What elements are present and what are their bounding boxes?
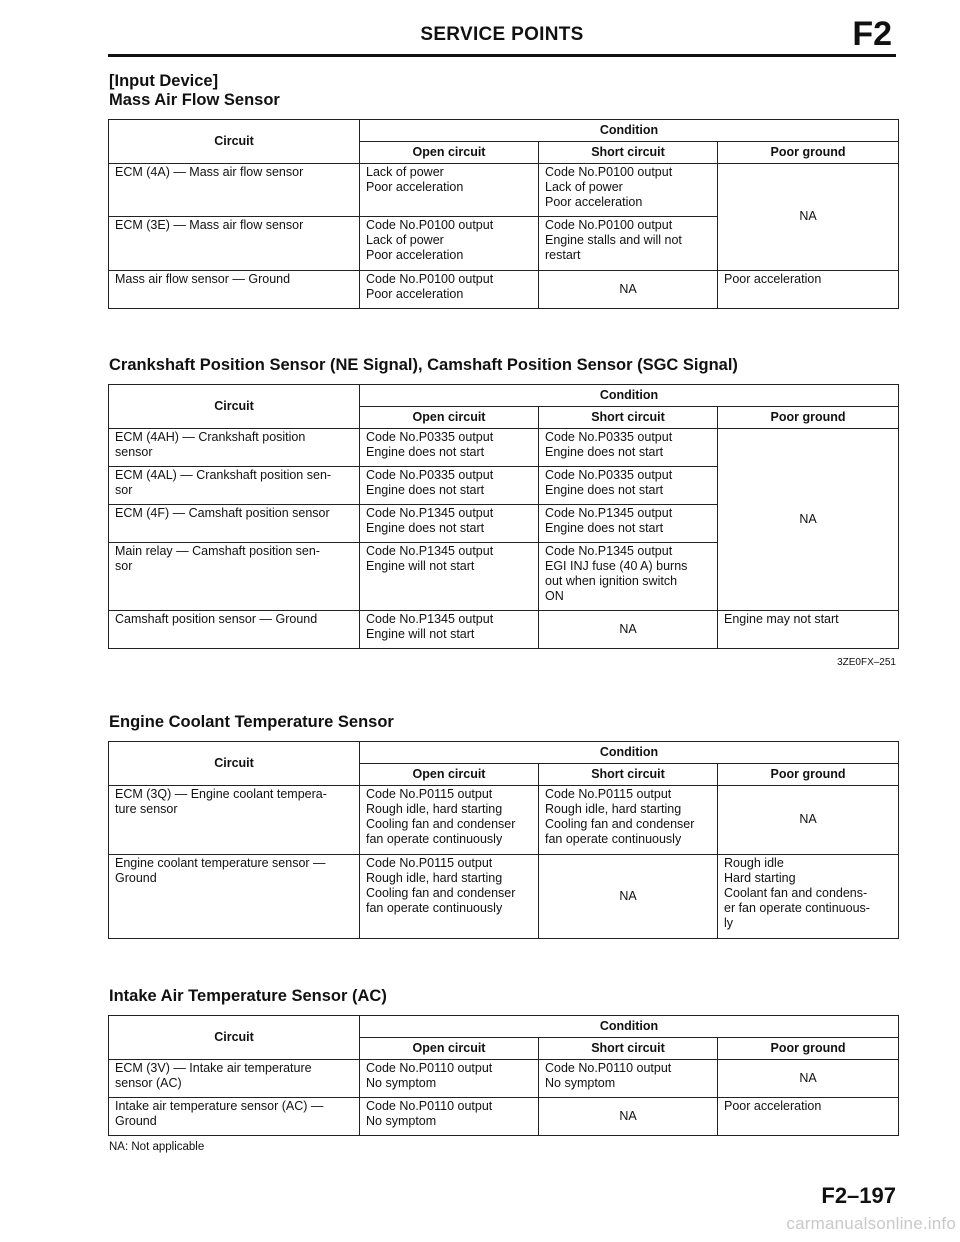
circuit-cell: Main relay — Camshaft position sen- sor [109,543,360,611]
poor-ground-cell: Poor acceleration [718,1098,899,1136]
poor-ground-cell: Engine may not start [718,611,899,649]
section-label: [Input Device] [109,72,219,90]
open-circuit-cell: Code No.P0115 output Rough idle, hard starting Cooling fan and condenser fan operate continuously [360,855,539,939]
figure-code: 3ZE0FX–251 [837,657,896,668]
open-circuit-cell: Code No.P1345 output Engine will not start [360,543,539,611]
page-number: F2–197 [821,1183,896,1208]
short-circuit-header: Short circuit [539,142,718,164]
short-circuit-cell: Code No.P0335 output Engine does not start [539,467,718,505]
page-header [108,15,896,57]
open-circuit-cell: Code No.P0100 output Lack of power Poor acceleration [360,217,539,271]
poor-ground-cell: NA [718,1060,899,1098]
short-circuit-header: Short circuit [539,764,718,786]
condition-header: Condition [360,1016,899,1038]
open-circuit-cell: Code No.P0335 output Engine does not start [360,429,539,467]
poor-ground-header: Poor ground [718,407,899,429]
short-circuit-cell: NA [539,271,718,309]
open-circuit-cell: Code No.P1345 output Engine will not start [360,611,539,649]
table-row [109,1098,899,1136]
table-row [109,611,899,649]
circuit-cell: Camshaft position sensor — Ground [109,611,360,649]
condition-header: Condition [360,742,899,764]
table-row [109,786,899,855]
poor-ground-cell: Poor acceleration [718,271,899,309]
circuit-cell: ECM (4AL) — Crankshaft position sen- sor [109,467,360,505]
poor-ground-cell: Rough idle Hard starting Coolant fan and condens- er fan operate continuous- ly [718,855,899,939]
open-circuit-header: Open circuit [360,142,539,164]
short-circuit-cell: Code No.P0335 output Engine does not start [539,429,718,467]
open-circuit-cell: Code No.P0110 output No symptom [360,1060,539,1098]
poor-ground-header: Poor ground [718,1038,899,1060]
circuit-cell: Intake air temperature sensor (AC) — Ground [109,1098,360,1136]
open-circuit-cell: Code No.P0100 output Poor acceleration [360,271,539,309]
circuit-cell: ECM (4A) — Mass air flow sensor [109,164,360,217]
condition-header: Condition [360,120,899,142]
short-circuit-cell: Code No.P1345 output EGI INJ fuse (40 A) burns out when ignition switch ON [539,543,718,611]
watermark: carmanualsonline.info [786,1214,956,1233]
poor-ground-header: Poor ground [718,764,899,786]
maf-table [108,119,899,309]
iat-table [108,1015,899,1136]
open-circuit-cell: Code No.P0115 output Rough idle, hard starting Cooling fan and condenser fan operate continuously [360,786,539,855]
table-row [109,855,899,939]
ckp-heading: Crankshaft Position Sensor (NE Signal), Camshaft Position Sensor (SGC Signal) [109,356,738,374]
short-circuit-cell: NA [539,1098,718,1136]
page-title: SERVICE POINTS [420,24,584,45]
table-row [109,271,899,309]
circuit-cell: Engine coolant temperature sensor — Ground [109,855,360,939]
open-circuit-cell: Code No.P1345 output Engine does not start [360,505,539,543]
open-circuit-header: Open circuit [360,407,539,429]
table-row [109,429,899,467]
poor-ground-cell: NA [718,786,899,855]
circuit-cell: ECM (3E) — Mass air flow sensor [109,217,360,271]
ect-heading: Engine Coolant Temperature Sensor [109,713,394,731]
open-circuit-cell: Code No.P0110 output No symptom [360,1098,539,1136]
section-code: F2 [852,15,892,53]
maf-heading: Mass Air Flow Sensor [109,91,280,109]
short-circuit-cell: Code No.P0100 output Lack of power Poor acceleration [539,164,718,217]
circuit-header: Circuit [109,120,360,164]
poor-ground-cell: NA [718,429,899,611]
circuit-cell: Mass air flow sensor — Ground [109,271,360,309]
circuit-cell: ECM (4AH) — Crankshaft position sensor [109,429,360,467]
short-circuit-header: Short circuit [539,407,718,429]
open-circuit-cell: Code No.P0335 output Engine does not start [360,467,539,505]
short-circuit-cell: Code No.P1345 output Engine does not start [539,505,718,543]
iat-heading: Intake Air Temperature Sensor (AC) [109,987,387,1005]
poor-ground-header: Poor ground [718,142,899,164]
open-circuit-cell: Lack of power Poor acceleration [360,164,539,217]
short-circuit-cell: NA [539,855,718,939]
circuit-header: Circuit [109,1016,360,1060]
ckp-table [108,384,899,649]
circuit-header: Circuit [109,742,360,786]
open-circuit-header: Open circuit [360,1038,539,1060]
table-row [109,164,899,217]
poor-ground-cell: NA [718,164,899,271]
short-circuit-cell: Code No.P0115 output Rough idle, hard starting Cooling fan and condenser fan operate continuously [539,786,718,855]
circuit-cell: ECM (3Q) — Engine coolant tempera- ture sensor [109,786,360,855]
short-circuit-cell: Code No.P0110 output No symptom [539,1060,718,1098]
circuit-cell: ECM (3V) — Intake air temperature sensor (AC) [109,1060,360,1098]
condition-header: Condition [360,385,899,407]
ect-table [108,741,899,939]
circuit-header: Circuit [109,385,360,429]
short-circuit-header: Short circuit [539,1038,718,1060]
table-row [109,1060,899,1098]
footnote: NA: Not applicable [109,1141,205,1153]
open-circuit-header: Open circuit [360,764,539,786]
circuit-cell: ECM (4F) — Camshaft position sensor [109,505,360,543]
short-circuit-cell: Code No.P0100 output Engine stalls and will not restart [539,217,718,271]
short-circuit-cell: NA [539,611,718,649]
